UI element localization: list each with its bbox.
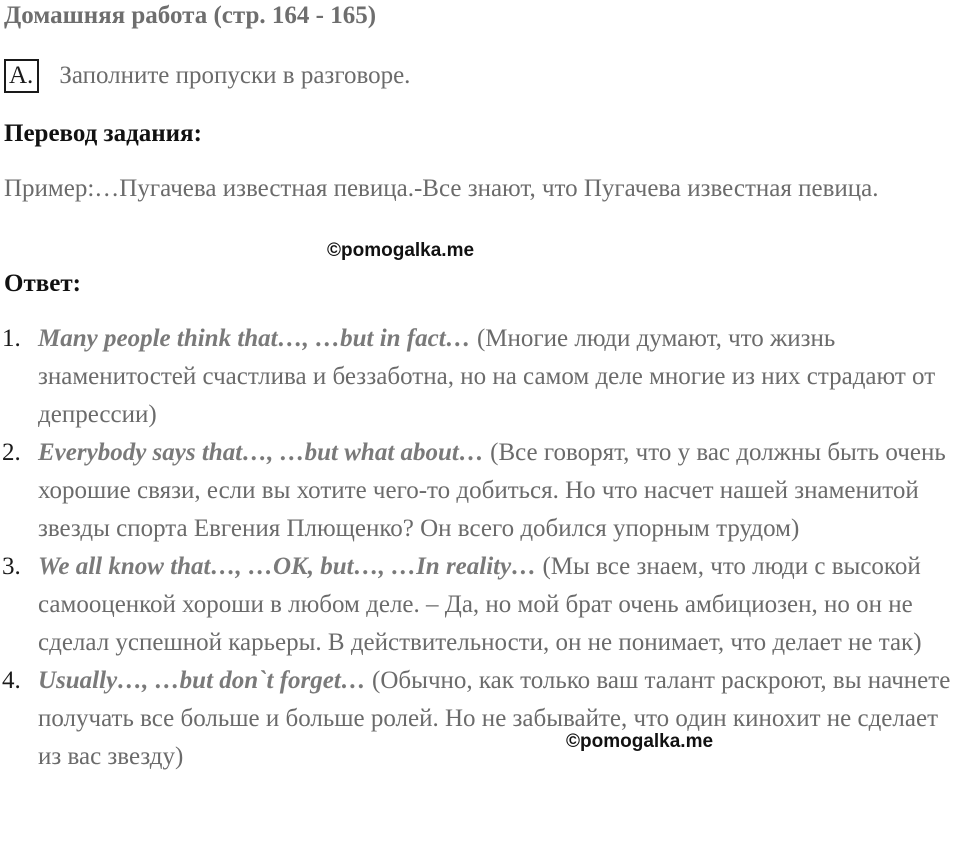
answer-item — [0, 434, 960, 548]
answer-translation: (Многие люди думают, что жизнь знаменитостей счастлива и беззаботна, но на самом деле многие из них страдают от депрессии) — [38, 325, 936, 428]
answer-number: 3. — [2, 553, 21, 580]
answer-translation: (Все говорят, что у вас должны быть очень хорошие связи, если вы хотите чего-то добиться. Но что насчет нашей знаменитой звезды спорта Евгения Плющенко? Он всего добился упорным трудом) — [38, 439, 946, 542]
answer-translation: (Мы все знаем, что люди с высокой самооценкой хороши в любом деле. – Да, но мой брат очень амбициозен, но он не сделал успешной карьеры. В действительности, он не понимает, что делает не так) — [38, 553, 922, 656]
translation-heading: Перевод задания: — [4, 120, 202, 147]
answer-list — [0, 320, 960, 776]
watermark: ©pomogalka.me — [566, 731, 714, 752]
answer-number: 1. — [2, 325, 21, 352]
answer-item — [0, 662, 960, 776]
answer-phrase: We all know that…, …OK, but…, …In reality… — [38, 553, 537, 580]
answer-translation: (Обычно, как только ваш талант раскроют, вы начнете получать все больше и больше ролей. Но не забывайте, что один кинохит не сделает из вас звезду) — [38, 667, 951, 770]
answer-phrase: Usually…, …but don`t forget… — [38, 667, 366, 694]
answer-phrase: Many people think that…, …but in fact… — [38, 325, 471, 352]
task-text: Заполните пропуски в разговоре. — [59, 62, 411, 89]
translation-example: Пример:…Пугачева известная певица.-Все знают, что Пугачева известная певица. — [4, 175, 879, 202]
task-row — [4, 58, 410, 94]
answer-phrase: Everybody says that…, …but what about… — [38, 439, 484, 466]
task-label-box: A. — [4, 59, 39, 93]
answer-heading: Ответ: — [4, 270, 81, 297]
answer-number: 4. — [2, 667, 21, 694]
answer-item — [0, 548, 960, 662]
answer-number: 2. — [2, 439, 21, 466]
answer-item — [0, 320, 960, 434]
page-title: Домашняя работа (стр. 164 - 165) — [4, 2, 377, 29]
watermark: ©pomogalka.me — [327, 240, 475, 261]
